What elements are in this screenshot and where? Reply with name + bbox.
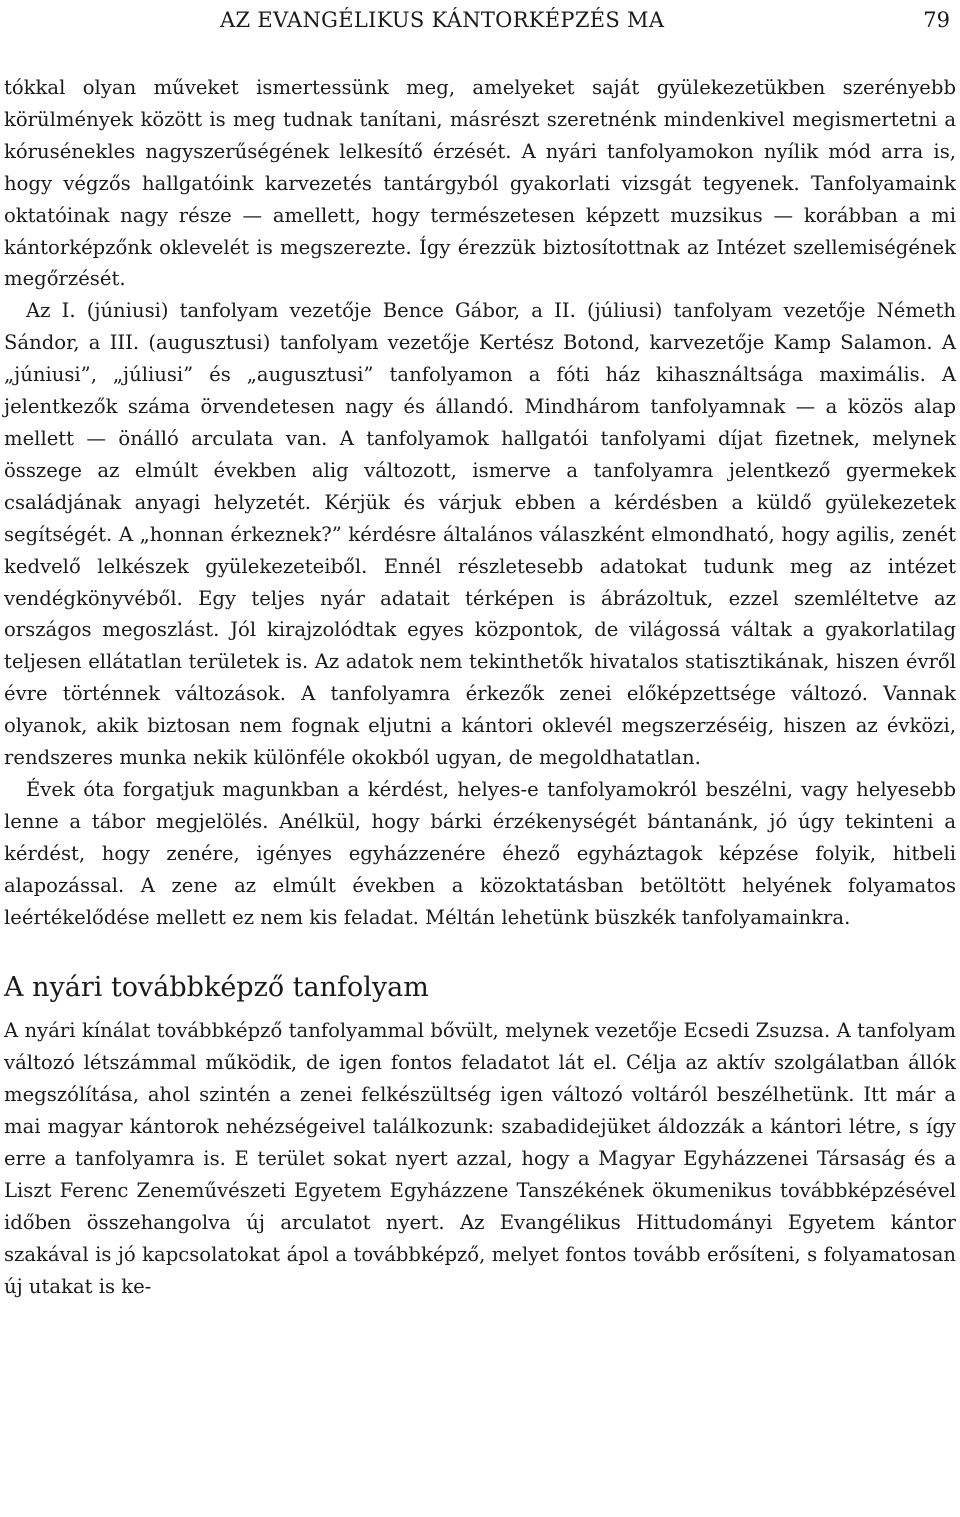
paragraph-further-training: A nyári kínálat továbbképző tanfolyammal bővült, melynek vezetője Ecsedi Zsuzsa. A tanfolyam változó létszámmal működik, de igen fontos feladatot lát el. Célja az aktív szolgálatban állók megszólítása, ahol szintén a zenei felkészültség igen változó voltáról beszélhetünk. Itt már a mai magyar kántorok nehézségeivel találkozunk: szabadidejüket áldozzák a kántori létre, s így erre a tanfolyamra is. E terület sokat nyert azzal, hogy a Magyar Egyházzenei Társaság és a Liszt Ferenc Zeneművészeti Egyetem Egyházzene Tanszékének ökumenikus továbbképzésével időben összehangolva új arculatot nyert. Az Evangélikus Hittudományi Egyetem kántor szakával is jó kapcsolatokat ápol a továbbképző, melyet fontos tovább erősíteni, s folyamatosan új utakat is ke- — [4, 1019, 956, 1298]
paragraph-continuation: tókkal olyan műveket ismertessünk meg, amelyeket saját gyülekezetükben szerényebb körülmények között is meg tudnak tanítani, másrészt szeretnénk mindenkivel megismertetni a kórusénekles nagyszerűségének lelkesítő érzését. A nyári tanfolyamokon nyílik mód arra is, hogy végzős hallgatóink karvezetés tantárgyból gyakorlati vizsgát tegyenek. Tanfolyamaink oktatóinak nagy része — amellett, hogy természetesen képzett muzsikus — korábban a mi kántorképzőnk oklevelét is megszerezte. Így érezzük biztosítottnak az Intézet szellemiségének megőrzését. — [4, 76, 956, 291]
running-title: AZ EVANGÉLIKUS KÁNTORKÉPZÉS MA — [220, 8, 665, 32]
paragraph-camp-question: Évek óta forgatjuk magunkban a kérdést, helyes-e tanfolyamokról beszélni, vagy helyesebb lenne a tábor megjelölés. Anélkül, hogy bárki érzékenységét bántanánk, jó úgy tekinteni a kérdést, hogy zenére, igényes egyházzenére éhező egyháztagok képzése folyik, hitbeli alapozással. A zene az elmúlt években a közoktatásban betöltött helyének folyamatos leértékelődése mellett ez nem kis feladat. Méltán lehetünk büszkék tanfolyamainkra. — [4, 777, 956, 929]
running-header — [4, 2, 956, 38]
page-number: 79 — [923, 8, 950, 32]
body-text — [4, 72, 956, 1303]
section-heading: A nyári továbbképző tanfolyam — [4, 972, 429, 1004]
paragraph-courses: Az I. (júniusi) tanfolyam vezetője Bence Gábor, a II. (júliusi) tanfolyam vezetője Németh Sándor, a III. (augusztusi) tanfolyam vezetője Kertész Botond, karvezetője Kamp Salamon. A „júniusi”, „júliusi” és „augusztusi” tanfolyamon a fóti ház kihasználtsága maximális. A jelentkezők száma örvendetesen nagy és állandó. Mindhárom tanfolyamnak — a közös alap mellett — önálló arculata van. A tanfolyamok hallgatói tanfolyami díjat fizetnek, melynek összege az elmúlt években alig változott, ismerve a tanfolyamra jelentkező gyermekek családjának anyagi helyzetét. Kérjük és várjuk ebben a kérdésben a küldő gyülekezetek segítségét. A „honnan érkeznek?” kérdésre általános válaszként elmondható, hogy agilis, zenét kedvelő lelkészek gyülekezeteiből. Ennél részletesebb adatokat tudunk meg az intézet vendégkönyvéből. Egy teljes nyár adatait térképen is ábrázoltuk, ezzel szemléltetve az országos megoszlást. Jól kirajzolódtak egyes központok, de világossá váltak a gyakorlatilag teljesen ellátatlan területek is. Az adatok nem tekinthetők hivatalos statisztikának, hiszen évről évre történnek változások. A tanfolyamra érkezők zenei előképzettsége változó. Vannak olyanok, akik biztosan nem fognak eljutni a kántori oklevél megszerzéséig, hiszen az évközi, rendszeres munka nekik különféle okokból ugyan, de megoldhatatlan. — [4, 299, 956, 770]
